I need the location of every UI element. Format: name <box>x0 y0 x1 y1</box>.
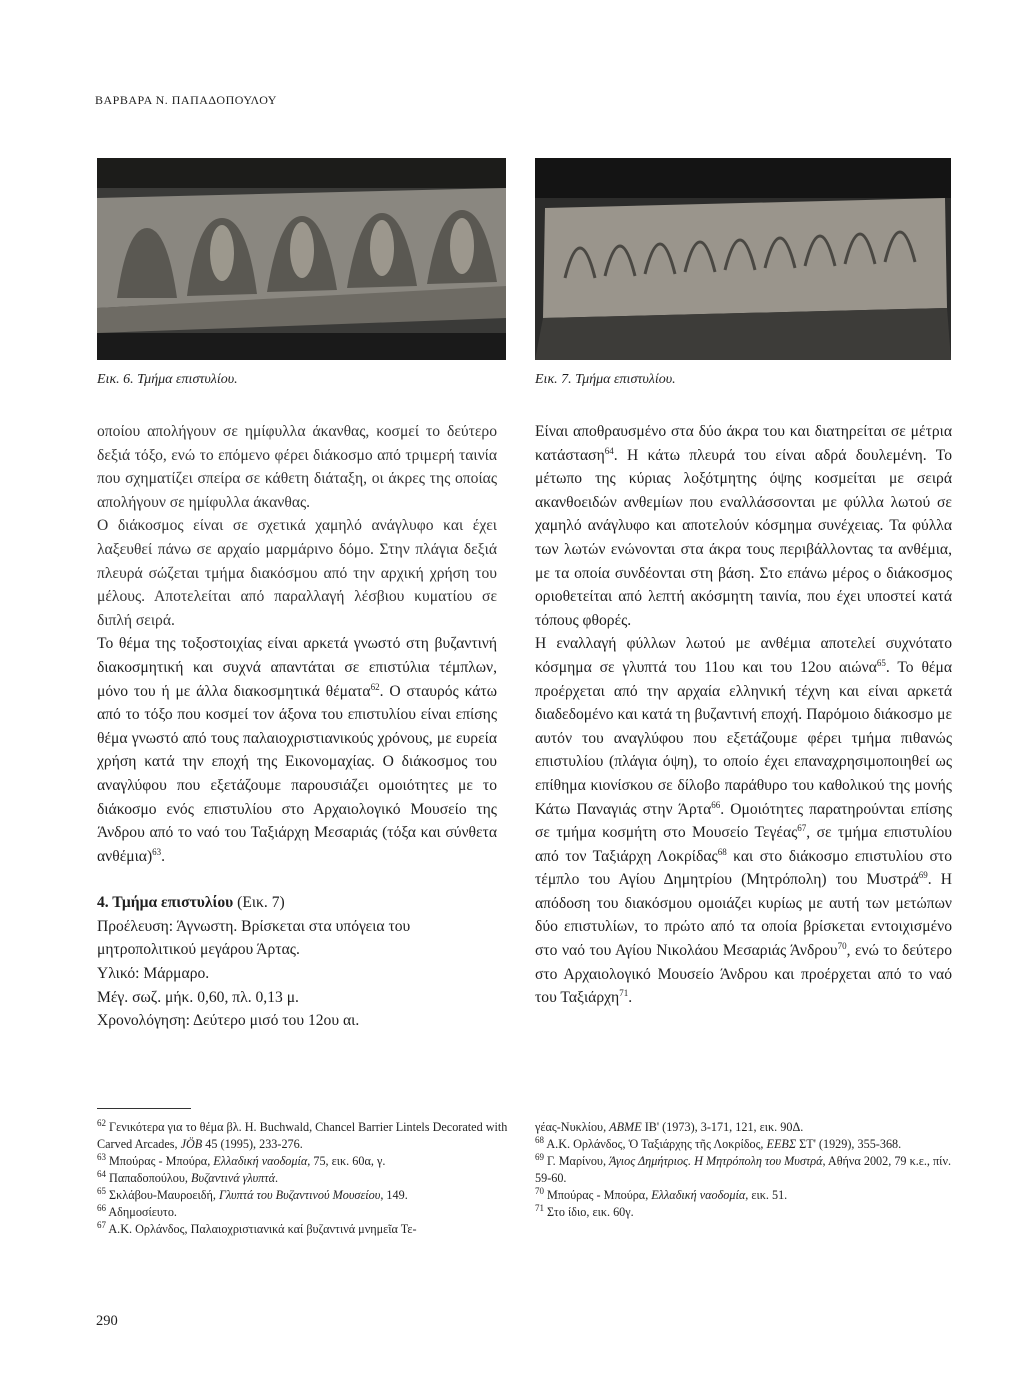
footnote: $^{64}$ Παπαδοπούλου, Βυζαντινά γλυπτά. <box>97 1168 279 1185</box>
catalog-provenance: Προέλευση: Άγνωστη. Βρίσκεται στα υπόγεια του μητροπολιτικού μεγάρου Άρτας. <box>97 917 411 959</box>
left-column <box>97 420 497 1033</box>
figure-7-photo <box>535 158 951 360</box>
catalog-dimensions: Μέγ. σωζ. μήκ. 0,60, πλ. 0,13 μ. <box>97 988 299 1006</box>
footnote-ref[interactable]: 65 <box>876 657 886 668</box>
footnote: $^{65}$ Σκλάβου-Μαυροειδή, Γλυπτά του Βυζαντινού Μουσείου, 149. <box>97 1185 408 1202</box>
figure-6-photo <box>97 158 506 360</box>
catalog-entry <box>97 891 497 1033</box>
paragraph: Το θέμα της τοξοστοιχίας είναι αρκετά γνωστό στη βυζαντινή διακοσμητική και συχνά απαντάται σε επιστύλια τέμπλων, μόνο του ή με άλλα διακοσμητικά θέματα$^{62}$. Ο σταυρός κάτω από το τόξο που κοσμεί τον άξονα του επιστυλίου είναι επίσης θέμα γνωστό από τους παλαιοχριστιανικούς χρόνους, με ευρεία χρήση κατά την εποχή της Εικονομαχίας. Ο διάκοσμος του αναγλύφου που εξετάζουμε παρουσιάζει ομοιότητες με το διάκοσμο ενός επιστυλίου στο Αρχαιολογικό Μουσείο της Άνδρου από το ναό του Ταξιάρχη Μεσαριάς (τόξα και σύνθετα ανθέμια)$^{63}$. <box>97 635 497 865</box>
footnotes-right <box>535 1119 952 1221</box>
footnote-divider <box>97 1108 191 1109</box>
footnote: $^{70}$ Μπούρας - Μπούρα, Ελλαδική ναοδομία, εικ. 51. <box>535 1185 788 1202</box>
footnote-ref[interactable]: 62 <box>370 681 380 692</box>
footnote: $^{69}$ Γ. Μαρίνου, Άγιος Δημήτριος. Η Μητρόπολη του Μυστρά, Αθήνα 2002, 79 κ.ε., πίν. 59-60. <box>535 1151 951 1185</box>
paragraph: Η εναλλαγή φύλλων λωτού με ανθέμια αποτελεί συχνότατο κόσμημα σε γλυπτά του 11ου και του 12ου αιώνα$^{65}$. Το θέμα προέρχεται από την αρχαία ελληνική τέχνη και είναι αρκετά διαδεδομένο και κατά τη βυζαντινή εποχή. Παρόμοιο διάκοσμο με αυτόν του αναγλύφου που εξετάζουμε φέρει τμήμα πιθανώς επιστυλίου (πλάγια όψη), το οποίο έχει επαναχρησιμοποιηθεί ως επίθημα κιονίσκου σε δίλοβο παράθυρο του καθολικού της μονής Κάτω Παναγιάς στην Άρτα$^{66}$. Ομοιότητες παρατηρούνται επίσης σε τμήμα κοσμήτη στο Μουσείο Τεγέας$^{67}$, σε τμήμα επιστυλίου από τον Ταξιάρχη Λοκρίδας$^{68}$ και στο διάκοσμο επιστυλίου στο τέμπλο του Αγίου Δημητρίου (Μητρόπολη) του Μυστρά$^{69}$. Η απόδοση του διακόσμου ομοιάζει κυρίως με αυτή των μετώπων δύο επιστυλίων, το πρώτο από τα οποία βρίσκεται εντοιχισμένο στο ναό του Αγίου Νικολάου Μεσαριάς Άνδρου$^{70}$, ενώ το δεύτερο στο Αρχαιολογικό Μουσείο Άνδρου και προέρχεται από το ναό του Ταξιάρχη$^{71}$. <box>535 635 952 1007</box>
right-column <box>535 420 952 1010</box>
footnote: $^{62}$ Γενικότερα για το θέμα βλ. H. Buchwald, Chancel Barrier Lintels Decorated with Carved Arcades, JÖB 45 (1995), 233-276. <box>97 1117 508 1151</box>
footnote: $^{63}$ Μπούρας - Μπούρα, Ελλαδική ναοδομία, 75, εικ. 60α, γ. <box>97 1151 386 1168</box>
figure-6-caption: Εικ. 6. Τμήμα επιστυλίου. <box>97 372 238 387</box>
running-head: ΒΑΡΒΑΡΑ Ν. ΠΑΠΑΔΟΠΟΥΛΟΥ <box>95 93 277 107</box>
page-number: 290 <box>96 1313 118 1329</box>
footnote: γέας-Νυκλίου, ΑΒΜΕ ΙΒ' (1973), 3-171, 121, εικ. 90Δ. <box>535 1120 804 1134</box>
paragraph: Είναι αποθραυσμένο στα δύο άκρα του και διατηρείται σε μέτρια κατάσταση$^{64}$. Η κάτω πλευρά του είναι αδρά δουλεμένη. Το μέτωπο της κύριας λοξότμητης όψης κοσμείται με σειρά ακανθοειδών ανθεμίων που εναλλάσσονται με φύλλα λωτού σε χαμηλό ανάγλυφο και αποτελούν κόσμημα συνέχειας. Τα φύλλα των λωτών ενώνονται στα άκρα τους περιβάλλοντας τα ανθέμια, με τα οποία συνδέονται στη βάση. Στο επάνω μέρος ο διάκοσμος οριοθετείται από λεπτή ακόσμητη ταινία, που έχει υποστεί κατά τόπους φθορές. <box>535 423 952 629</box>
footnote: $^{71}$ Στο ίδιο, εικ. 60γ. <box>535 1202 634 1219</box>
catalog-title: 4. Τμήμα επιστυλίου (Εικ. 7) <box>97 894 285 912</box>
catalog-dating: Χρονολόγηση: Δεύτερο μισό του 12ου αι. <box>97 1012 360 1030</box>
footnote: $^{68}$ Α.Κ. Ορλάνδος, Ὁ Ταξιάρχης τῆς Λοκρίδος, ΕΕΒΣ ΣΤ' (1929), 355-368. <box>535 1134 902 1151</box>
paragraph: οποίου απολήγουν σε ημίφυλλα άκανθας, κοσμεί το δεύτερο δεξιά τόξο, ενώ το επόμενο φέρει διάκοσμο από τριμερή ταινία που σχηματίζει σπείρα σε κάθετη διάταξη, οι άκρες της οποίας απολήγουν σε ημίφυλλα άκανθας. <box>97 423 497 511</box>
footnote: $^{66}$ Αδημοσίευτο. <box>97 1202 177 1219</box>
footnote-ref[interactable]: 68 <box>717 846 727 857</box>
footnote-ref[interactable]: 67 <box>797 822 807 833</box>
footnote-ref[interactable]: 64 <box>604 445 614 456</box>
footnote-ref[interactable]: 71 <box>619 988 629 999</box>
catalog-material: Υλικό: Μάρμαρο. <box>97 965 210 983</box>
footnote-ref[interactable]: 66 <box>711 799 721 810</box>
footnote-ref[interactable]: 69 <box>918 870 928 881</box>
figure-7-caption: Εικ. 7. Τμήμα επιστυλίου. <box>535 372 676 387</box>
footnote: $^{67}$ Α.Κ. Ορλάνδος, Παλαιοχριστιανικά καί βυζαντινά μνημεῖα Τε- <box>97 1219 417 1236</box>
footnotes-left <box>97 1119 509 1238</box>
footnote-ref[interactable]: 70 <box>837 940 847 951</box>
paragraph: Ο διάκοσμος είναι σε σχετικά χαμηλό ανάγλυφο και έχει λαξευθεί πάνω σε αρχαίο μαρμάρινο δόμο. Στην πλάγια δεξιά πλευρά σώζεται τμήμα διακόσμου από την αρχική χρήση του μέλους. Αποτελείται από παραλλαγή λέσβιου κυματίου σε διπλή σειρά. <box>97 517 497 629</box>
footnote-ref[interactable]: 63 <box>152 846 162 857</box>
